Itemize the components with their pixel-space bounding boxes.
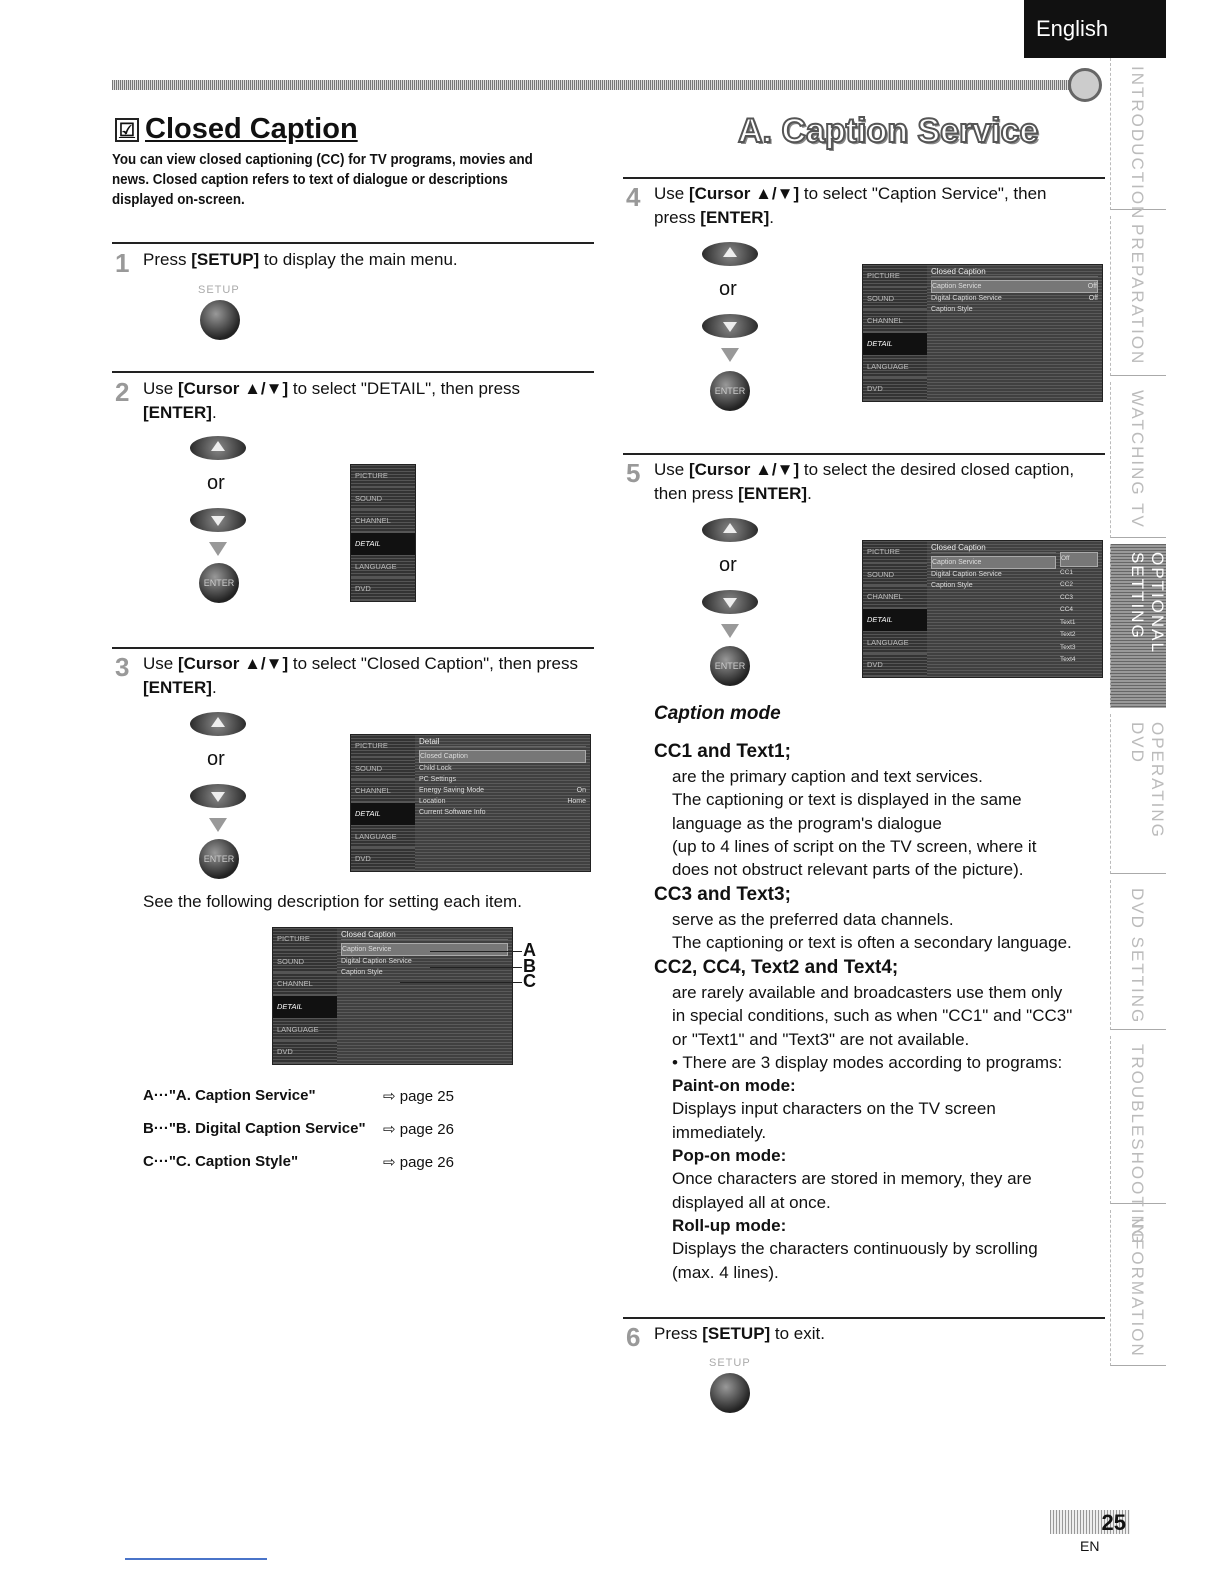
tab-watching-tv[interactable]: WATCHING TV [1110, 382, 1166, 538]
menu-row: Digital Caption Service Off [931, 295, 1098, 302]
ref-b-page[interactable]: ⇨ page 26 [383, 1121, 454, 1138]
cc-option: CC1 [1060, 568, 1074, 576]
menu-item: PICTURE [273, 928, 337, 951]
menu-row: Caption Style [931, 306, 973, 313]
page-title: ☑ Closed Caption [115, 113, 358, 146]
menu-item: DETAIL [351, 533, 415, 556]
step-rule [112, 647, 594, 649]
menu-item: DVD [863, 378, 927, 401]
intro-text: You can view closed captioning (CC) for TV programs, movies and news. Closed caption refers to text of dialogue or descriptions displayed on-screen. [112, 152, 533, 208]
cc-option: CC2 [1060, 581, 1074, 588]
step-number: 5 [626, 458, 641, 488]
step-1-text: Press [SETUP] to display the main menu. [143, 250, 458, 269]
step-number: 6 [626, 1322, 641, 1352]
or-text: or [719, 554, 737, 576]
pointer-line [430, 967, 522, 968]
or-text: or [719, 278, 737, 300]
cc3-body: serve as the preferred data channels. The captioning or text is often a secondary language. [672, 910, 1072, 953]
step-rule [112, 242, 594, 244]
menu-title: Closed Caption [341, 930, 508, 940]
or-text: or [207, 748, 225, 770]
menu-item: DVD [863, 654, 927, 677]
menu-row: Child Lock [419, 765, 452, 772]
tab-introduction[interactable]: INTRODUCTION [1110, 58, 1166, 210]
cc2-body: are rarely available and broadcasters use them only in special conditions, such as when "CC1" and "CC3" or "Text1" and "Text3" are not available. • There are 3 display modes according to programs: Paint-on mode: Displays input characters on the TV screen immediately. Pop-on mode: Once characters are stored in memory, they are displayed all at once. Roll-up mode: Displays the characters continuously by scrolling (max. 4 lines). [672, 983, 1073, 1282]
label-b: B [523, 956, 536, 976]
menu-item: LANGUAGE [863, 356, 927, 379]
cursor-up-icon [702, 518, 758, 542]
cursor-down-icon [702, 590, 758, 614]
menu-row: Caption Style [341, 969, 383, 976]
tab-operating-dvd[interactable]: OPERATING DVD [1110, 714, 1166, 874]
cc-option: Text2 [1060, 631, 1076, 638]
menu-item: CHANNEL [273, 973, 337, 996]
menu-row: Closed Caption [419, 750, 586, 763]
cc1-body: are the primary caption and text services. The captioning or text is displayed in the same language as the program's dialogue (up to 4 lines of script on the TV screen, where it does not obstruct relevant parts of the picture). [672, 767, 1037, 880]
menu-item: PICTURE [351, 465, 415, 488]
step-5-text: Use [Cursor ▲/▼] to select the desired closed caption, then press [ENTER]. [654, 460, 1075, 503]
page-number: 25 [1050, 1510, 1130, 1534]
menu-row: Location Home [419, 798, 586, 805]
cc-option: Text3 [1060, 643, 1076, 651]
setup-label: SETUP [709, 1357, 751, 1369]
arrow-down-icon [209, 818, 227, 832]
menu-item: PICTURE [863, 541, 927, 564]
follow-text: See the following description for setting each item. [143, 892, 522, 911]
menu-item: LANGUAGE [863, 632, 927, 655]
arrow-down-icon [721, 624, 739, 638]
cc-option: CC4 [1060, 606, 1074, 613]
step-number: 1 [115, 248, 130, 278]
cc-menu-screenshot [862, 264, 1103, 402]
setup-button-icon [710, 1373, 750, 1413]
ref-c-page[interactable]: ⇨ page 26 [383, 1154, 454, 1171]
enter-button-icon: ENTER [710, 646, 750, 686]
menu-row: Digital Caption Service [341, 958, 412, 965]
tab-preparation[interactable]: PREPARATION [1110, 216, 1166, 376]
cursor-up-icon [190, 436, 246, 460]
menu-item: DVD [351, 578, 415, 601]
menu-item: CHANNEL [351, 780, 415, 803]
arrow-down-icon [721, 348, 739, 362]
enter-button-icon: ENTER [710, 371, 750, 411]
cc-option: Text4 [1060, 656, 1076, 663]
ref-a: A···"A. Caption Service" [143, 1087, 316, 1104]
caption-mode-heading: Caption mode [654, 703, 781, 724]
header-circle-icon [1068, 68, 1102, 102]
section-title: A. Caption Service [738, 112, 1039, 150]
or-text: or [207, 472, 225, 494]
menu-item: SOUND [273, 951, 337, 974]
page-lang: EN [1080, 1538, 1100, 1554]
menu-item: CHANNEL [863, 586, 927, 609]
setup-label: SETUP [198, 284, 240, 296]
menu-row: Caption Service [341, 943, 508, 956]
menu-item: SOUND [351, 488, 415, 511]
cursor-down-icon [190, 784, 246, 808]
menu-item: DETAIL [351, 803, 415, 826]
menu-item: DVD [273, 1041, 337, 1064]
menu-item: DVD [351, 848, 415, 871]
step-rule [623, 1317, 1105, 1319]
cc-select-menu-screenshot [862, 540, 1103, 678]
cursor-down-icon [702, 314, 758, 338]
tab-dvd-setting[interactable]: DVD SETTING [1110, 880, 1166, 1030]
pointer-line [400, 982, 522, 983]
menu-screenshot [350, 464, 416, 602]
enter-button-icon: ENTER [199, 839, 239, 879]
cc1-heading: CC1 and Text1; [654, 741, 791, 762]
step-number: 4 [626, 182, 641, 212]
menu-title: Detail [419, 737, 586, 747]
menu-row: Current Software Info [419, 809, 486, 816]
setup-button-icon [200, 300, 240, 340]
ref-b: B···"B. Digital Caption Service" [143, 1120, 366, 1137]
menu-row: Energy Saving Mode On [419, 787, 586, 794]
language-label: English [1024, 0, 1166, 58]
menu-item: DETAIL [273, 996, 337, 1019]
menu-item: CHANNEL [351, 510, 415, 533]
menu-item: CHANNEL [863, 310, 927, 333]
menu-title: Closed Caption [931, 267, 1098, 277]
cursor-down-icon [190, 508, 246, 532]
menu-item: LANGUAGE [351, 826, 415, 849]
cc3-heading: CC3 and Text3; [654, 884, 791, 905]
menu-item: LANGUAGE [273, 1019, 337, 1042]
menu-item: DETAIL [863, 609, 927, 632]
step-rule [112, 371, 594, 373]
cc-option: Text1 [1060, 618, 1076, 626]
step-rule [623, 453, 1105, 455]
menu-item: SOUND [863, 564, 927, 587]
menu-item: PICTURE [863, 265, 927, 288]
step-2-text: Use [Cursor ▲/▼] to select "DETAIL", then press [ENTER]. [143, 379, 521, 422]
header-rule [112, 80, 1072, 90]
cursor-up-icon [190, 712, 246, 736]
ref-a-page[interactable]: ⇨ page 25 [383, 1088, 454, 1105]
menu-title: Closed Caption [931, 543, 1056, 553]
menu-item: LANGUAGE [351, 556, 415, 579]
step-3-text: Use [Cursor ▲/▼] to select "Closed Caption", then press [ENTER]. [143, 654, 579, 697]
menu-item: SOUND [351, 758, 415, 781]
menu-row: Caption Service Off [931, 280, 1098, 293]
tab-troubleshooting[interactable]: TROUBLESHOOTING [1110, 1036, 1166, 1204]
menu-row: PC Settings [419, 776, 456, 783]
menu-row: Digital Caption Service [931, 571, 1002, 578]
menu-row: Caption Style [931, 582, 973, 589]
step-rule [623, 177, 1105, 179]
checkbox-icon: ☑ [115, 118, 139, 142]
pointer-line [430, 951, 522, 952]
menu-item: DETAIL [863, 333, 927, 356]
step-number: 2 [115, 377, 130, 407]
menu-item: PICTURE [351, 735, 415, 758]
detail-menu-screenshot [350, 734, 591, 872]
tab-optional-setting[interactable]: OPTIONAL SETTING [1110, 544, 1166, 708]
label-c: C [523, 971, 536, 991]
cursor-up-icon [702, 242, 758, 266]
menu-row: Caption Service [931, 556, 1056, 569]
cc-option: Off [1060, 552, 1098, 567]
ref-c: C···"C. Caption Style" [143, 1153, 299, 1170]
cc-menu-screenshot [272, 927, 513, 1065]
cc-option: CC3 [1060, 593, 1074, 601]
step-4-text: Use [Cursor ▲/▼] to select "Caption Service", then press [ENTER]. [654, 184, 1047, 227]
label-a: A [523, 940, 536, 960]
step-6-text: Press [SETUP] to exit. [654, 1324, 825, 1343]
enter-button-icon: ENTER [199, 563, 239, 603]
step-number: 3 [115, 652, 130, 682]
menu-item: SOUND [863, 288, 927, 311]
arrow-down-icon [209, 542, 227, 556]
footer-rule [125, 1558, 267, 1560]
tab-information[interactable]: INFORMATION [1110, 1210, 1166, 1366]
cc2-heading: CC2, CC4, Text2 and Text4; [654, 957, 899, 978]
